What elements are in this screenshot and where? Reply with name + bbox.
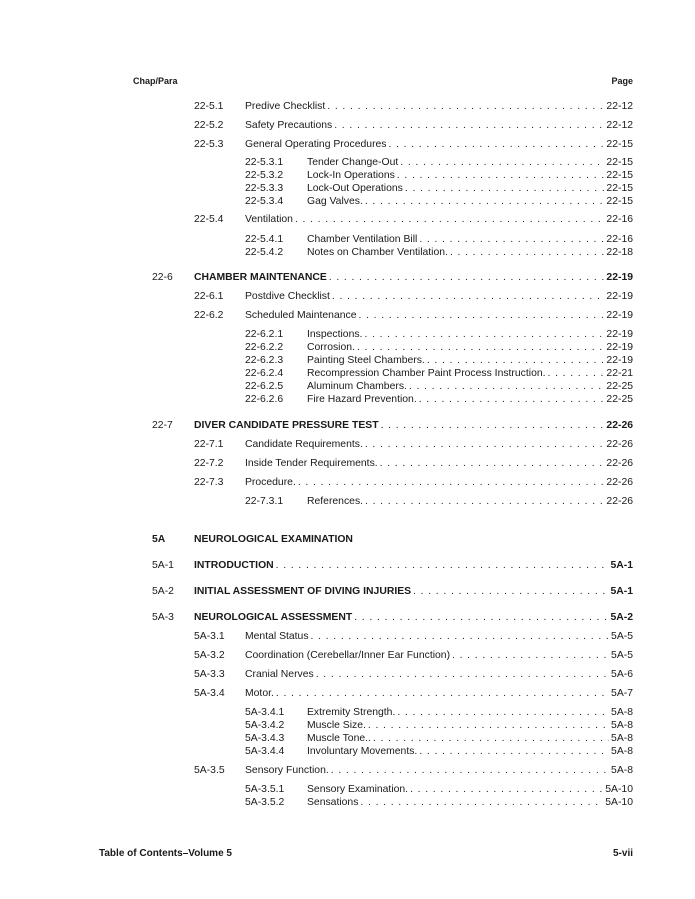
toc-entry[interactable]	[0, 182, 695, 195]
dot-leader	[397, 706, 609, 719]
dot-leader	[389, 138, 605, 151]
toc-entry[interactable]	[0, 630, 695, 643]
entry-number: 22-5.1	[194, 101, 224, 112]
entry-number: 22-5.3	[194, 139, 224, 150]
entry-number: 22-6	[152, 272, 173, 283]
dot-leader	[405, 182, 605, 195]
dot-leader	[410, 783, 603, 796]
entry-page: 22-16	[606, 234, 633, 245]
entry-number: 5A-3.5	[194, 765, 225, 776]
toc-entry[interactable]	[0, 138, 695, 151]
toc-entry[interactable]	[0, 783, 695, 796]
entry-title: Sensory Function.	[245, 765, 329, 776]
entry-title: CHAMBER MAINTENANCE	[194, 272, 327, 283]
entry-page: 22-12	[606, 101, 633, 112]
toc-entry[interactable]	[0, 169, 695, 182]
entry-title: Sensory Examination.	[307, 784, 409, 795]
toc-entry[interactable]	[0, 706, 695, 719]
entry-number: 22-6.1	[194, 291, 224, 302]
entry-page: 5A-8	[611, 765, 633, 776]
entry-title: Notes on Chamber Ventilation.	[307, 247, 448, 258]
entry-page: 22-19	[606, 342, 633, 353]
toc-entry[interactable]	[0, 393, 695, 406]
entry-page: 5A-8	[611, 707, 633, 718]
entry-page: 22-19	[606, 310, 633, 321]
toc-entry[interactable]	[0, 213, 695, 226]
entry-title: Extremity Strength.	[307, 707, 396, 718]
entry-title: Painting Steel Chambers.	[307, 355, 425, 366]
toc-entry[interactable]	[0, 367, 695, 380]
entry-page: 5A-1	[610, 560, 633, 571]
dot-leader	[419, 745, 609, 758]
toc-entry[interactable]	[0, 649, 695, 662]
entry-number: 5A-3.1	[194, 631, 225, 642]
entry-title: Sensations	[307, 797, 359, 808]
column-header-chap-para: Chap/Para	[133, 76, 178, 86]
entry-page: 5A-5	[611, 650, 633, 661]
entry-title: Muscle Tone..	[307, 733, 371, 744]
entry-page: 22-16	[606, 214, 633, 225]
entry-page: 22-18	[606, 247, 633, 258]
entry-title: Safety Precautions	[245, 120, 333, 131]
entry-title: Chamber Ventilation Bill	[307, 234, 418, 245]
toc-entry[interactable]	[0, 233, 695, 246]
entry-number: 22-7.3	[194, 477, 224, 488]
entry-number: 5A-3.5.2	[245, 797, 285, 808]
entry-title: Fire Hazard Prevention.	[307, 394, 417, 405]
entry-title: Corrosion.	[307, 342, 355, 353]
toc-section-entry[interactable]	[0, 585, 695, 598]
toc-entry[interactable]	[0, 328, 695, 341]
dot-leader	[452, 649, 609, 662]
dot-leader	[354, 611, 608, 624]
column-header-page: Page	[611, 76, 633, 86]
entry-title: Recompression Chamber Paint Process Instruction.	[307, 368, 546, 379]
dot-leader	[298, 476, 605, 489]
entry-number: 22-5.3.1	[245, 157, 284, 168]
dot-leader	[419, 393, 605, 406]
entry-title: Lock-In Operations	[307, 170, 395, 181]
entry-page: 22-15	[606, 139, 633, 150]
entry-title: Mental Status	[245, 631, 309, 642]
toc-entry[interactable]	[0, 796, 695, 809]
entry-number: 5A-3.2	[194, 650, 225, 661]
entry-page: 5A-5	[611, 631, 633, 642]
dot-leader	[276, 559, 609, 572]
toc-entry[interactable]	[0, 668, 695, 681]
entry-number: 22-6.2.3	[245, 355, 284, 366]
dot-leader	[373, 732, 609, 745]
entry-page: 22-19	[606, 355, 633, 366]
dot-leader	[311, 630, 610, 643]
dot-leader	[331, 764, 609, 777]
dot-leader	[413, 585, 608, 598]
dot-leader	[427, 354, 605, 367]
toc-entry[interactable]	[0, 764, 695, 777]
dot-leader	[364, 328, 604, 341]
entry-page: 5A-1	[610, 586, 633, 597]
entry-page: 5A-8	[611, 746, 633, 757]
entry-page: 5A-2	[610, 612, 633, 623]
entry-number: 22-5.3.2	[245, 170, 284, 181]
appendix-number: 5A	[152, 534, 166, 545]
entry-number: 22-5.4.2	[245, 247, 284, 258]
entry-page: 22-25	[606, 394, 633, 405]
toc-entry[interactable]	[0, 156, 695, 169]
entry-number: 5A-2	[152, 586, 174, 597]
dot-leader	[450, 246, 604, 259]
toc-entry[interactable]	[0, 246, 695, 259]
entry-page: 22-12	[606, 120, 633, 131]
entry-page: 22-19	[606, 291, 633, 302]
entry-number: 22-7.1	[194, 439, 224, 450]
dot-leader	[332, 290, 605, 303]
toc-section-entry[interactable]	[0, 559, 695, 572]
entry-number: 22-5.4	[194, 214, 224, 225]
entry-number: 22-5.4.1	[245, 234, 284, 245]
dot-leader	[357, 341, 604, 354]
dot-leader	[365, 438, 605, 451]
entry-title: NEUROLOGICAL ASSESSMENT	[194, 612, 353, 623]
entry-title: Gag Valves.	[307, 196, 363, 207]
dot-leader	[365, 495, 604, 508]
toc-entry[interactable]	[0, 495, 695, 508]
toc-entry[interactable]	[0, 290, 695, 303]
entry-page: 22-15	[606, 170, 633, 181]
footer-page-number: 5-vii	[612, 848, 633, 859]
entry-page: 22-26	[606, 458, 633, 469]
footer-volume-title: Table of Contents–Volume 5	[99, 848, 232, 859]
entry-title: Cranial Nerves	[245, 669, 314, 680]
entry-page: 5A-10	[605, 797, 633, 808]
entry-title: DIVER CANDIDATE PRESSURE TEST	[194, 420, 379, 431]
dot-leader	[380, 457, 605, 470]
toc-entry[interactable]	[0, 732, 695, 745]
entry-number: 22-5.3.4	[245, 196, 284, 207]
entry-page: 22-26	[606, 439, 633, 450]
dot-leader	[365, 195, 605, 208]
entry-title: General Operating Procedures	[245, 139, 387, 150]
dot-leader	[409, 380, 605, 393]
entry-number: 5A-3.3	[194, 669, 225, 680]
dot-leader	[327, 100, 604, 113]
toc-section-entry[interactable]	[0, 271, 695, 284]
toc-entry[interactable]	[0, 195, 695, 208]
entry-title: INITIAL ASSESSMENT OF DIVING INJURIES	[194, 586, 412, 597]
toc-entry[interactable]	[0, 119, 695, 132]
entry-title: Predive Checklist	[245, 101, 326, 112]
appendix-title: NEUROLOGICAL EXAMINATION	[194, 534, 353, 545]
dot-leader	[359, 309, 605, 322]
entry-page: 22-15	[606, 157, 633, 168]
dot-leader	[295, 213, 604, 226]
entry-number: 5A-3.4.2	[245, 720, 285, 731]
entry-number: 5A-3.4.1	[245, 707, 285, 718]
entry-number: 22-6.2.6	[245, 394, 284, 405]
entry-title: Involuntary Movements.	[307, 746, 418, 757]
entry-page: 22-19	[606, 329, 633, 340]
entry-title: Aluminum Chambers.	[307, 381, 407, 392]
toc-entry[interactable]	[0, 476, 695, 489]
toc-entry[interactable]	[0, 687, 695, 700]
entry-title: Procedure.	[245, 477, 296, 488]
entry-page: 22-21	[606, 368, 633, 379]
dot-leader	[316, 668, 609, 681]
toc-section-entry[interactable]	[0, 611, 695, 624]
entry-number: 22-5.3.3	[245, 183, 284, 194]
entry-title: Muscle Size.	[307, 720, 366, 731]
entry-page: 5A-8	[611, 720, 633, 731]
entry-page: 5A-7	[611, 688, 633, 699]
dot-leader	[360, 796, 603, 809]
entry-number: 5A-3.5.1	[245, 784, 285, 795]
entry-number: 22-7.3.1	[245, 496, 284, 507]
entry-title: Scheduled Maintenance	[245, 310, 357, 321]
entry-number: 22-7.2	[194, 458, 224, 469]
entry-title: Inspections.	[307, 329, 363, 340]
dot-leader	[381, 419, 605, 432]
appendix-heading[interactable]	[0, 533, 695, 546]
entry-number: 22-6.2.5	[245, 381, 284, 392]
entry-page: 22-19	[606, 272, 633, 283]
toc-entry[interactable]	[0, 438, 695, 451]
entry-number: 22-6.2.4	[245, 368, 284, 379]
entry-page: 22-15	[606, 183, 633, 194]
entry-number: 5A-3.4	[194, 688, 225, 699]
entry-title: Inside Tender Requirements.	[245, 458, 378, 469]
dot-leader	[400, 156, 604, 169]
entry-title: Motor.	[245, 688, 274, 699]
toc-entry[interactable]	[0, 309, 695, 322]
entry-page: 22-26	[606, 420, 633, 431]
entry-title: Ventilation	[245, 214, 293, 225]
dot-leader	[329, 271, 605, 284]
dot-leader	[419, 233, 604, 246]
toc-entry[interactable]	[0, 341, 695, 354]
entry-page: 22-25	[606, 381, 633, 392]
entry-title: Postdive Checklist	[245, 291, 330, 302]
entry-page: 22-15	[606, 196, 633, 207]
toc-entry[interactable]	[0, 354, 695, 367]
toc-section-entry[interactable]	[0, 419, 695, 432]
entry-number: 22-6.2.2	[245, 342, 284, 353]
toc-entry[interactable]	[0, 457, 695, 470]
dot-leader	[397, 169, 605, 182]
entry-page: 5A-10	[605, 784, 633, 795]
entry-page: 5A-8	[611, 733, 633, 744]
dot-leader	[276, 687, 609, 700]
entry-title: Coordination (Cerebellar/Inner Ear Function)	[245, 650, 451, 661]
entry-number: 5A-1	[152, 560, 174, 571]
entry-number: 5A-3.4.3	[245, 733, 285, 744]
toc-entry[interactable]	[0, 719, 695, 732]
entry-title: Candidate Requirements.	[245, 439, 363, 450]
dot-leader	[368, 719, 609, 732]
dot-leader	[548, 367, 605, 380]
entry-title: Lock-Out Operations	[307, 183, 403, 194]
entry-title: INTRODUCTION	[194, 560, 274, 571]
entry-page: 22-26	[606, 496, 633, 507]
entry-number: 5A-3.4.4	[245, 746, 285, 757]
dot-leader	[334, 119, 604, 132]
entry-number: 22-6.2.1	[245, 329, 284, 340]
entry-number: 22-6.2	[194, 310, 224, 321]
toc-entry[interactable]	[0, 100, 695, 113]
entry-number: 22-7	[152, 420, 173, 431]
entry-number: 22-5.2	[194, 120, 224, 131]
entry-page: 22-26	[606, 477, 633, 488]
entry-title: References.	[307, 496, 364, 507]
entry-number: 5A-3	[152, 612, 174, 623]
entry-title: Tender Change-Out	[307, 157, 399, 168]
entry-page: 5A-6	[611, 669, 633, 680]
toc-entry[interactable]	[0, 745, 695, 758]
toc-entry[interactable]	[0, 380, 695, 393]
